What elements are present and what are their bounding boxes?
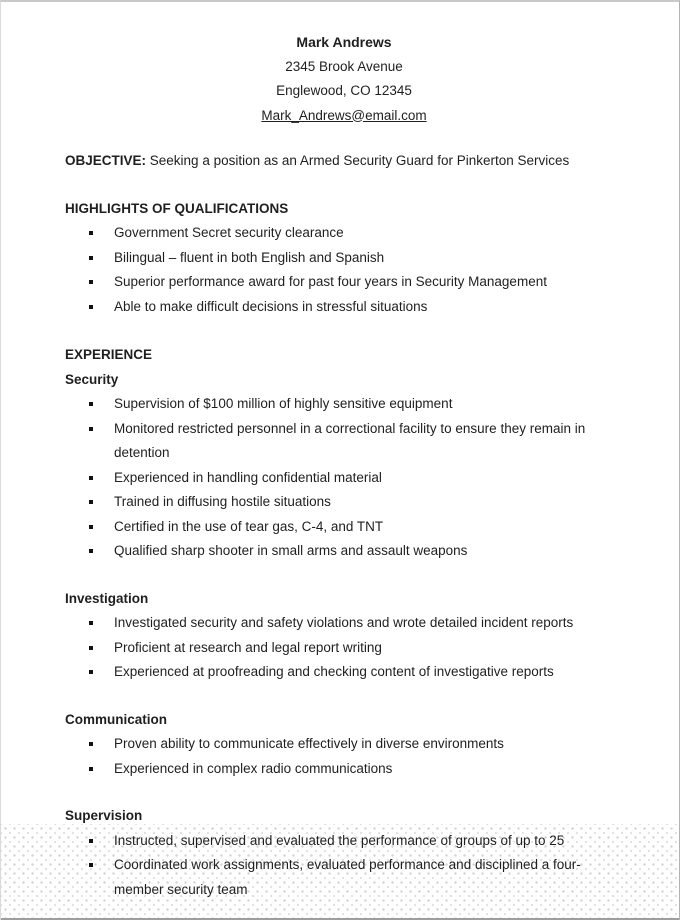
address-line: 2345 Brook Avenue (285, 58, 403, 74)
bullet-text: Coordinated work assignments, evaluated performance and disciplined a four-member security team (114, 857, 581, 897)
bullet-text: Certified in the use of tear gas, C-4, and TNT (114, 518, 384, 534)
list-item (65, 270, 623, 295)
bullet-text: Government Secret security clearance (114, 225, 344, 240)
objective-line (65, 149, 623, 174)
bullet-square-icon (89, 670, 93, 674)
bullet-text: Investigated security and safety violations and wrote detailed incident reports (114, 615, 574, 630)
investigation-list (65, 611, 623, 685)
resume-content (1, 2, 679, 920)
bullet-text: Superior performance award for past four years in Security Management (114, 274, 547, 289)
bullet-text: Experienced in complex radio communications (114, 760, 393, 776)
bullet-square-icon (89, 863, 93, 867)
bullet-text: Monitored restricted personnel in a correctional facility to ensure they remain in detention (114, 420, 586, 460)
list-item (65, 611, 623, 636)
resume-header (65, 30, 623, 128)
subsection-title: Supervision (65, 808, 143, 823)
list-item (65, 246, 623, 271)
bullet-text: Bilingual – fluent in both English and Spanish (114, 249, 385, 265)
bullet-square-icon (89, 280, 93, 284)
list-item (65, 660, 623, 685)
bullet-square-icon (89, 549, 93, 553)
bullet-text: Proficient at research and legal report writing (114, 639, 382, 655)
security-list (65, 392, 623, 564)
bullet-text: Supervision of $100 million of highly sensitive equipment (114, 396, 453, 411)
bullet-text: Proven ability to communicate effectively in diverse environments (114, 736, 504, 751)
list-item (65, 853, 623, 902)
qualifications-list (65, 221, 623, 319)
bullet-square-icon (89, 621, 93, 625)
communication-list (65, 732, 623, 781)
candidate-name: Mark Andrews (296, 34, 392, 50)
experience-subsection-supervision (65, 804, 623, 902)
bullet-square-icon (89, 767, 93, 771)
qualifications-heading: HIGHLIGHTS OF QUALIFICATIONS (65, 200, 289, 216)
bullet-text: Instructed, supervised and evaluated the performance of groups of up to 25 (114, 832, 565, 848)
experience-subsection-security (65, 368, 623, 564)
city-line: Englewood, CO 12345 (276, 83, 412, 98)
bullet-square-icon (89, 231, 93, 235)
list-item (65, 539, 623, 564)
bullet-text: Trained in diffusing hostile situations (114, 494, 331, 509)
list-item (65, 636, 623, 661)
subsection-title: Communication (65, 711, 168, 727)
bullet-text: Experienced in handling confidential material (114, 469, 382, 485)
experience-subsection-investigation (65, 587, 623, 685)
list-item (65, 757, 623, 782)
objective-label: OBJECTIVE: (65, 153, 147, 168)
bullet-square-icon (89, 500, 93, 504)
list-item (65, 490, 623, 515)
bullet-text: Able to make difficult decisions in stressful situations (114, 298, 428, 314)
subsection-title: Security (65, 371, 119, 387)
bullet-square-icon (89, 646, 93, 650)
list-item (65, 221, 623, 246)
bullet-square-icon (89, 476, 93, 480)
bullet-square-icon (89, 256, 93, 260)
bullet-square-icon (89, 525, 93, 529)
list-item (65, 295, 623, 320)
experience-heading: EXPERIENCE (65, 347, 153, 362)
experience-subsection-communication (65, 708, 623, 782)
list-item (65, 515, 623, 540)
bullet-square-icon (89, 839, 93, 843)
email-row (65, 104, 623, 129)
email-link[interactable]: Mark_Andrews@email.com (261, 107, 427, 123)
subsection-title: Investigation (65, 590, 149, 606)
bullet-text: Experienced at proofreading and checking content of investigative reports (114, 664, 554, 679)
bullet-square-icon (89, 427, 93, 431)
objective-text: Seeking a position as an Armed Security Guard for Pinkerton Services (149, 153, 570, 168)
bullet-square-icon (89, 742, 93, 746)
list-item (65, 829, 623, 854)
list-item (65, 392, 623, 417)
list-item (65, 732, 623, 757)
bullet-square-icon (89, 305, 93, 309)
list-item (65, 466, 623, 491)
supervision-list (65, 829, 623, 903)
bullet-square-icon (89, 402, 93, 406)
bullet-text: Qualified sharp shooter in small arms and assault weapons (114, 543, 468, 558)
list-item (65, 417, 623, 466)
